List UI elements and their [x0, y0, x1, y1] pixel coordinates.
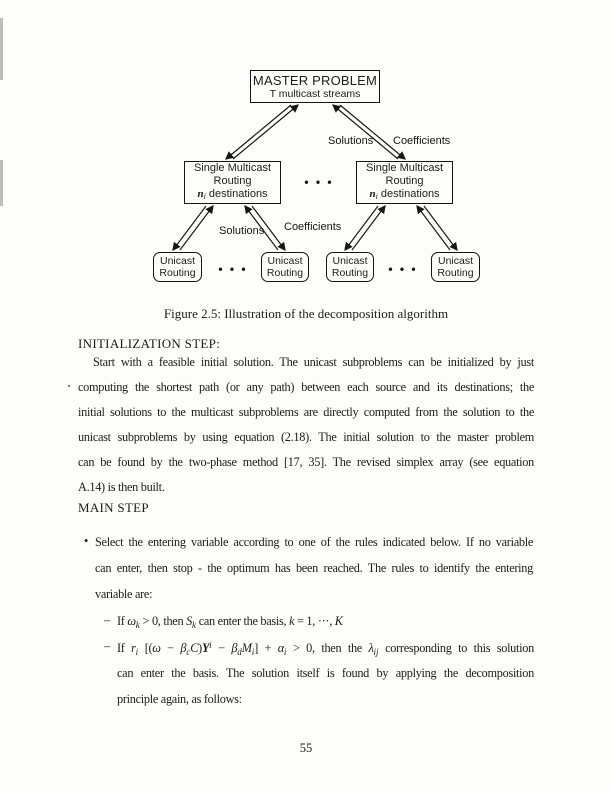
n-subscript: i [203, 192, 206, 201]
init-paragraph-line: A.14) is then built. [78, 480, 165, 494]
solutions-label-bottom: Solutions [219, 225, 265, 237]
unicast-routing-box-4 [431, 252, 480, 282]
n-variable: n [197, 188, 204, 200]
master-box-subtitle: T multicast streams [269, 88, 361, 100]
unicast-box-line2: Routing [159, 267, 196, 279]
unicast-routing-box-3 [326, 252, 374, 282]
scan-artifact [68, 385, 70, 387]
bullet-line: Select the entering variable according to one of the rules indicated below. If no variable [95, 535, 533, 549]
main-step-heading: MAIN STEP [78, 500, 149, 515]
init-paragraph-line: unicast subproblems by using equation (2.18). The initial solution to the master problem [78, 430, 534, 444]
dash-marker: – [104, 613, 111, 627]
rule2-line: principle again, as follows: [117, 692, 242, 706]
unicast-box-line1: Unicast [332, 255, 368, 267]
rule2-line: can enter the basis. The solution itself is found by applying the decomposition [117, 666, 534, 680]
multicast-box-line1: Single Multicast [365, 162, 444, 174]
page-number: 55 [299, 741, 313, 755]
bullet-line: variable are: [95, 587, 153, 601]
arrow-line [233, 105, 298, 159]
figure-caption: Figure 2.5: Illustration of the decomposition algorithm [163, 306, 449, 321]
arrow-line [173, 206, 206, 250]
arrow-line [424, 206, 457, 250]
unicast-box-line2: Routing [331, 267, 369, 279]
ellipsis-dots-mid: • • • [304, 175, 332, 189]
multicast-box-line3 [357, 188, 452, 203]
solutions-label-top: Solutions [328, 135, 374, 147]
destinations-text: destinations [377, 188, 440, 200]
single-multicast-routing-box-right [356, 161, 453, 204]
arrow-line [352, 206, 385, 250]
initialization-step-heading: INITIALIZATION STEP: [78, 336, 221, 351]
arrow-line [345, 206, 378, 250]
multicast-box-line3 [185, 188, 280, 203]
coefficients-label-bottom: Coefficients [284, 221, 342, 233]
unicast-box-line1: Unicast [437, 255, 473, 267]
master-problem-box [250, 70, 380, 103]
arrow-line [226, 105, 291, 159]
bullet-line: can enter, then stop - the optimum has been reached. The rules to identify the entering [95, 561, 533, 575]
n-subscript: i [375, 192, 378, 201]
dash-marker: – [104, 639, 111, 653]
unicast-box-line1: Unicast [267, 255, 303, 267]
init-paragraph-line: Start with a feasible initial solution. The unicast subproblems can be initialized by just [93, 355, 534, 369]
arrow-line [180, 206, 213, 250]
multicast-box-line1: Single Multicast [193, 162, 272, 174]
unicast-routing-box-2 [261, 252, 309, 282]
ellipsis-dots-left: • • • [218, 262, 246, 276]
destinations-text: destinations [205, 188, 268, 200]
coefficients-label-top: Coefficients [393, 135, 451, 147]
unicast-routing-box-1 [153, 252, 202, 282]
rule2-line: If $r_i$ $[(\omega - \beta_cC)Y^i - \beta_dM_i] + \alpha_i > 0$, then the $\lambda_{ij}$ corresponding to this solution [117, 640, 534, 657]
master-box-title: MASTER PROBLEM [252, 73, 378, 88]
unicast-box-line2: Routing [437, 267, 474, 279]
arrow-line [340, 105, 405, 159]
unicast-box-line2: Routing [266, 267, 304, 279]
bullet-marker: • [84, 534, 89, 548]
n-variable: n [369, 188, 376, 200]
init-paragraph-line: computing the shortest path (or any path) between each source and its destinations; the [78, 380, 534, 394]
single-multicast-routing-box-left [184, 161, 281, 204]
multicast-box-line2: Routing [213, 175, 252, 187]
init-paragraph-line: initial solutions to the multicast subproblems are directly computed from the solution to the [78, 405, 534, 419]
decomposition-diagram [0, 0, 612, 300]
arrow-line [333, 105, 398, 159]
arrow-line [417, 206, 450, 250]
multicast-box-line2: Routing [385, 175, 424, 187]
rule1-line: If $\omega_k > 0$, then $S_k$ can enter the basis, k = 1, ···, K [117, 614, 343, 630]
ellipsis-dots-right: • • • [388, 262, 416, 276]
unicast-box-line1: Unicast [159, 255, 195, 267]
init-paragraph-line: can be found by the two-phase method [17, 35]. The revised simplex array (see equation [78, 455, 534, 469]
